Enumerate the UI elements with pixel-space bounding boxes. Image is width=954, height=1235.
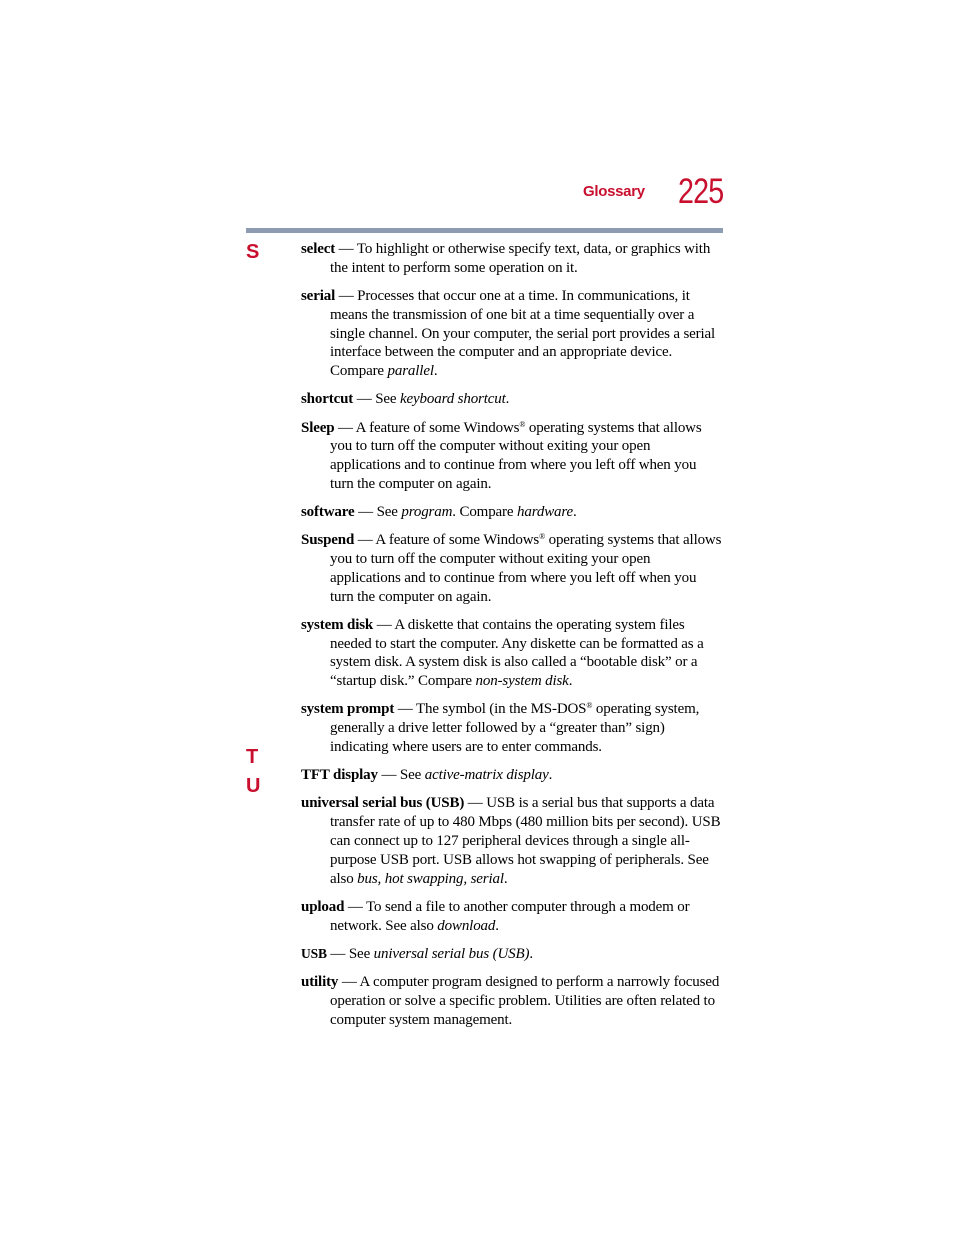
entry-term: TFT display <box>301 767 378 784</box>
entry-definition: — To highlight or otherwise specify text, data, or graphics with the intent to perform some operation on it. <box>330 241 711 276</box>
entry-definition-cont: operating systems that allows you to turn off the computer without exiting your open applications and to continue from where you left off when you turn the computer on again. <box>330 419 702 492</box>
header-rule <box>246 228 723 233</box>
entry-end: . <box>573 504 577 521</box>
entry-definition: — Processes that occur one at a time. In communications, it means the transmission of one bit at a time sequentially over a single channel. On your computer, the serial port provides a serial interface between the computer and an appropriate device. Compare <box>330 287 716 380</box>
entry-end: . <box>503 870 508 887</box>
entry-end: . <box>495 917 499 934</box>
entry-end: . <box>433 363 438 380</box>
entry-definition: — A computer program designed to perform a narrowly focused operation or solve a specific problem. Utilities are often related to computer system management. <box>330 973 720 1028</box>
entry-end: . <box>529 945 533 962</box>
entry-term: system prompt <box>301 701 395 718</box>
cross-reference: download <box>437 917 496 934</box>
entry-definition: — See <box>377 767 425 784</box>
registered-mark: ® <box>586 701 593 711</box>
entry-select <box>301 240 723 278</box>
entry-definition: — See <box>353 391 400 408</box>
cross-reference: universal serial bus (USB) <box>373 945 530 962</box>
entry-term: shortcut <box>301 391 354 408</box>
entry-term: software <box>301 504 355 521</box>
entry-term: upload <box>301 898 345 915</box>
cross-reference: non-system disk <box>475 673 569 690</box>
section-letter-u: U <box>246 775 261 797</box>
entry-end: . <box>548 767 553 784</box>
entry-usb <box>301 945 723 964</box>
entry-term: universal serial bus (USB) <box>301 795 465 812</box>
entry-term: USB <box>301 945 327 961</box>
entry-suspend <box>301 531 723 606</box>
entry-system-prompt <box>301 700 723 756</box>
entry-tft-display <box>301 766 723 785</box>
entry-definition-cont: operating system, generally a drive letter followed by a “greater than” sign) indicating where users are to enter commands. <box>330 701 700 756</box>
cross-reference: program <box>401 504 453 521</box>
entry-serial <box>301 287 723 381</box>
registered-mark: ® <box>519 419 526 429</box>
entry-utility <box>301 973 723 1029</box>
glossary-entries <box>301 240 723 1039</box>
entry-definition: — To send a file to another computer through a modem or network. See also <box>330 898 690 934</box>
entry-definition: — See <box>354 504 402 521</box>
entry-software <box>301 503 723 522</box>
entry-definition: — USB is a serial bus that supports a data transfer rate of up to 480 Mbps (480 million bits per second). USB can connect up to 127 peripheral devices through a single all-purpose USB port. USB allows hot swapping of peripherals. See also <box>330 795 721 887</box>
entry-sleep <box>301 419 723 494</box>
registered-mark: ® <box>539 532 545 542</box>
cross-reference: keyboard shortcut <box>400 391 506 408</box>
entry-shortcut <box>301 390 723 409</box>
section-letter-t: T <box>246 746 259 768</box>
entry-term: serial <box>301 287 336 304</box>
entry-upload <box>301 898 723 936</box>
cross-reference: hardware <box>517 504 574 521</box>
entry-end: . <box>568 673 573 690</box>
cross-reference: parallel <box>387 363 434 380</box>
entry-term: utility <box>301 973 339 990</box>
entry-end: . <box>505 391 510 408</box>
entry-definition-cont: . Compare <box>452 504 518 521</box>
entry-definition: — See <box>326 945 374 962</box>
entry-term: select <box>301 241 336 257</box>
entry-system-disk <box>301 616 723 691</box>
entry-definition: — A feature of some Windows <box>334 419 520 436</box>
section-letter-s: S <box>246 241 260 263</box>
entry-definition: — A diskette that contains the operating system files needed to start the computer. Any diskette can be formatted as a system disk. A system disk is also called a “bootable disk” or a “startup disk.” Compare <box>330 616 704 690</box>
cross-reference: bus, hot swapping, serial <box>357 870 504 887</box>
entry-definition-cont: operating systems that allows you to turn off the computer without exiting your open applications and to continue from where you left off when you turn the computer on again. <box>330 532 722 605</box>
entry-term: Suspend <box>301 532 355 549</box>
entry-definition: — A feature of some Windows <box>354 532 540 549</box>
running-header-section: Glossary <box>583 183 645 200</box>
page-number: 225 <box>678 172 724 211</box>
entry-universal-serial-bus <box>301 794 723 888</box>
entry-term: system disk <box>301 616 374 633</box>
entry-definition: — The symbol (in the MS-DOS <box>394 701 587 718</box>
cross-reference: active-matrix display <box>424 767 549 784</box>
entry-term: Sleep <box>301 419 335 436</box>
